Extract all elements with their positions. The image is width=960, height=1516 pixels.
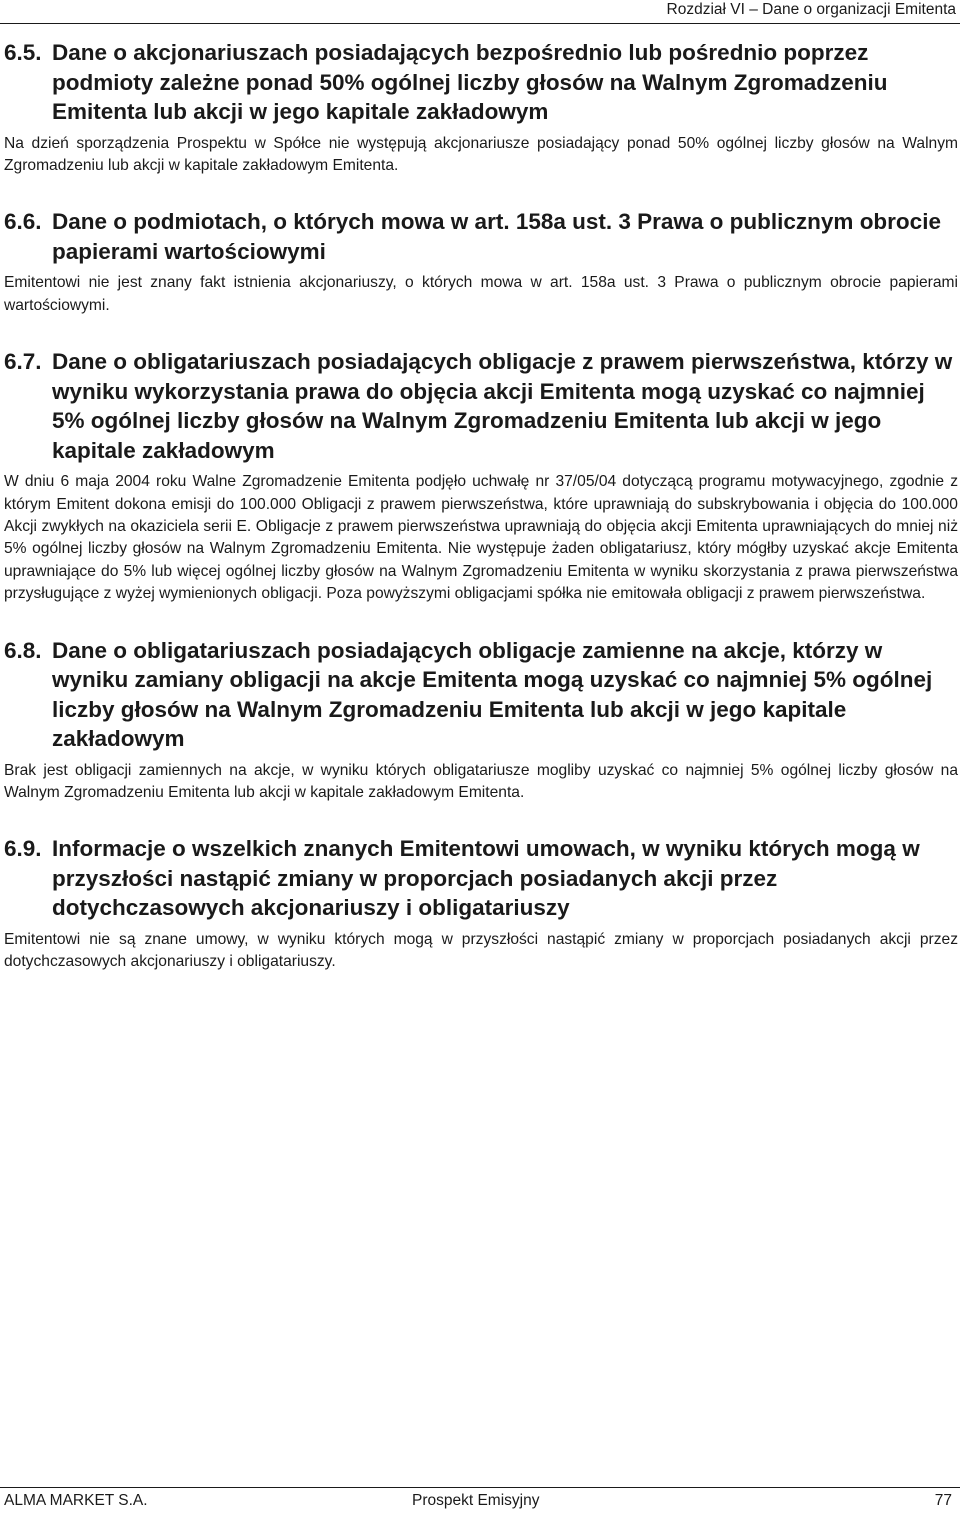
section-body: W dniu 6 maja 2004 roku Walne Zgromadzenie Emitenta podjęło uchwałę nr 37/05/04 dotyczącą programu motywacyjnego, zgodnie z którym Emitent dokona emisji do 100.000 Obligacji z prawem pierwszeństwa, które uprawniają do subskrybowania i objęcia do 100.000 Akcji zwykłych na okaziciela serii E. Obligacje z prawem pierwszeństwa uprawniają do objęcia akcji Emitenta uprawniających do mniej niż 5% ogólnej liczby głosów na Walnym Zgromadzeniu Emitenta. Nie występuje żaden obligatariusz, który mógłby uzyskać akcje Emitenta uprawniające do 5% lub więcej ogólnej liczby głosów na Walnym Zgromadzeniu Emitenta w wyniku skorzystania z prawa pierwszeństwa przysługujące z wyżej wymienionych obligacji. Poza powyższymi obligacjami spółka nie emitowała obligacji z prawem pierwszeństwa. <box>4 473 958 603</box>
section-6-5 <box>4 38 958 177</box>
section-number: 6.7. <box>4 349 42 375</box>
footer-document-title: Prospekt Emisyjny <box>412 1492 540 1509</box>
section-number: 6.6. <box>4 209 42 235</box>
section-6-7 <box>4 347 958 605</box>
footer-company: ALMA MARKET S.A. <box>4 1492 148 1509</box>
section-heading <box>4 834 958 923</box>
section-body: Brak jest obligacji zamiennych na akcje, w wyniku których obligatariusze mogliby uzyskać co najmniej 5% ogólnej liczby głosów na Walnym Zgromadzeniu Emitenta lub akcji w kapitale zakładowym Emitenta. <box>4 761 958 801</box>
section-title: Dane o podmiotach, o których mowa w art. 158a ust. 3 Prawa o publicznym obrocie papierami wartościowymi <box>52 209 941 264</box>
section-title: Dane o obligatariuszach posiadających obligacje zamienne na akcje, którzy w wyniku zamiany obligacji na akcje Emitenta mogą uzyskać co najmniej 5% ogólnej liczby głosów na Walnym Zgromadzeniu Emitenta lub akcji w jego kapitale zakładowym <box>52 637 933 752</box>
section-title: Dane o akcjonariuszach posiadających bezpośrednio lub pośrednio poprzez podmioty zależne ponad 50% ogólnej liczby głosów na Walnym Zgromadzeniu Emitenta lub akcji w jego kapitale zakładowym <box>52 40 888 124</box>
section-6-9 <box>4 834 958 973</box>
page-number: 77 <box>934 1492 952 1509</box>
section-heading <box>4 347 958 465</box>
header-rule <box>0 23 960 24</box>
section-body: Na dzień sporządzenia Prospektu w Spółce nie występują akcjonariusze posiadający ponad 50% ogólnej liczby głosów na Walnym Zgromadzeniu lub akcji w kapitale zakładowym Emitenta. <box>4 134 958 174</box>
section-title: Informacje o wszelkich znanych Emitentowi umowach, w wyniku których mogą w przyszłości nastąpić zmiany w proporcjach posiadanych akcji przez dotychczasowych akcjonariuszy i obligatariuszy <box>52 836 920 921</box>
section-heading <box>4 38 958 127</box>
section-number: 6.8. <box>4 637 42 663</box>
section-body: Emitentowi nie są znane umowy, w wyniku których mogą w przyszłości nastąpić zmiany w proporcjach posiadanych akcji przez dotychczasowych akcjonariuszy i obligatariuszy. <box>4 930 958 971</box>
section-number: 6.5. <box>4 40 42 65</box>
section-heading <box>4 207 958 266</box>
footer-rule <box>0 1487 960 1488</box>
section-body: Emitentowi nie jest znany fakt istnienia akcjonariuszy, o których mowa w art. 158a ust. 3 Prawa o publicznym obrocie papierami wartościowymi. <box>4 274 958 314</box>
page-content <box>4 38 958 1004</box>
section-number: 6.9. <box>4 836 42 862</box>
running-head: Rozdział VI – Dane o organizacji Emitenta <box>666 1 956 18</box>
section-6-6 <box>4 207 958 317</box>
section-6-8 <box>4 636 958 805</box>
section-title: Dane o obligatariuszach posiadających obligacje z prawem pierwszeństwa, którzy w wyniku wykorzystania prawa do objęcia akcji Emitenta mogą uzyskać co najmniej 5% ogólnej liczby głosów na Walnym Zgromadzeniu Emitenta lub akcji w jego kapitale zakładowym <box>52 349 953 463</box>
section-heading <box>4 636 958 754</box>
